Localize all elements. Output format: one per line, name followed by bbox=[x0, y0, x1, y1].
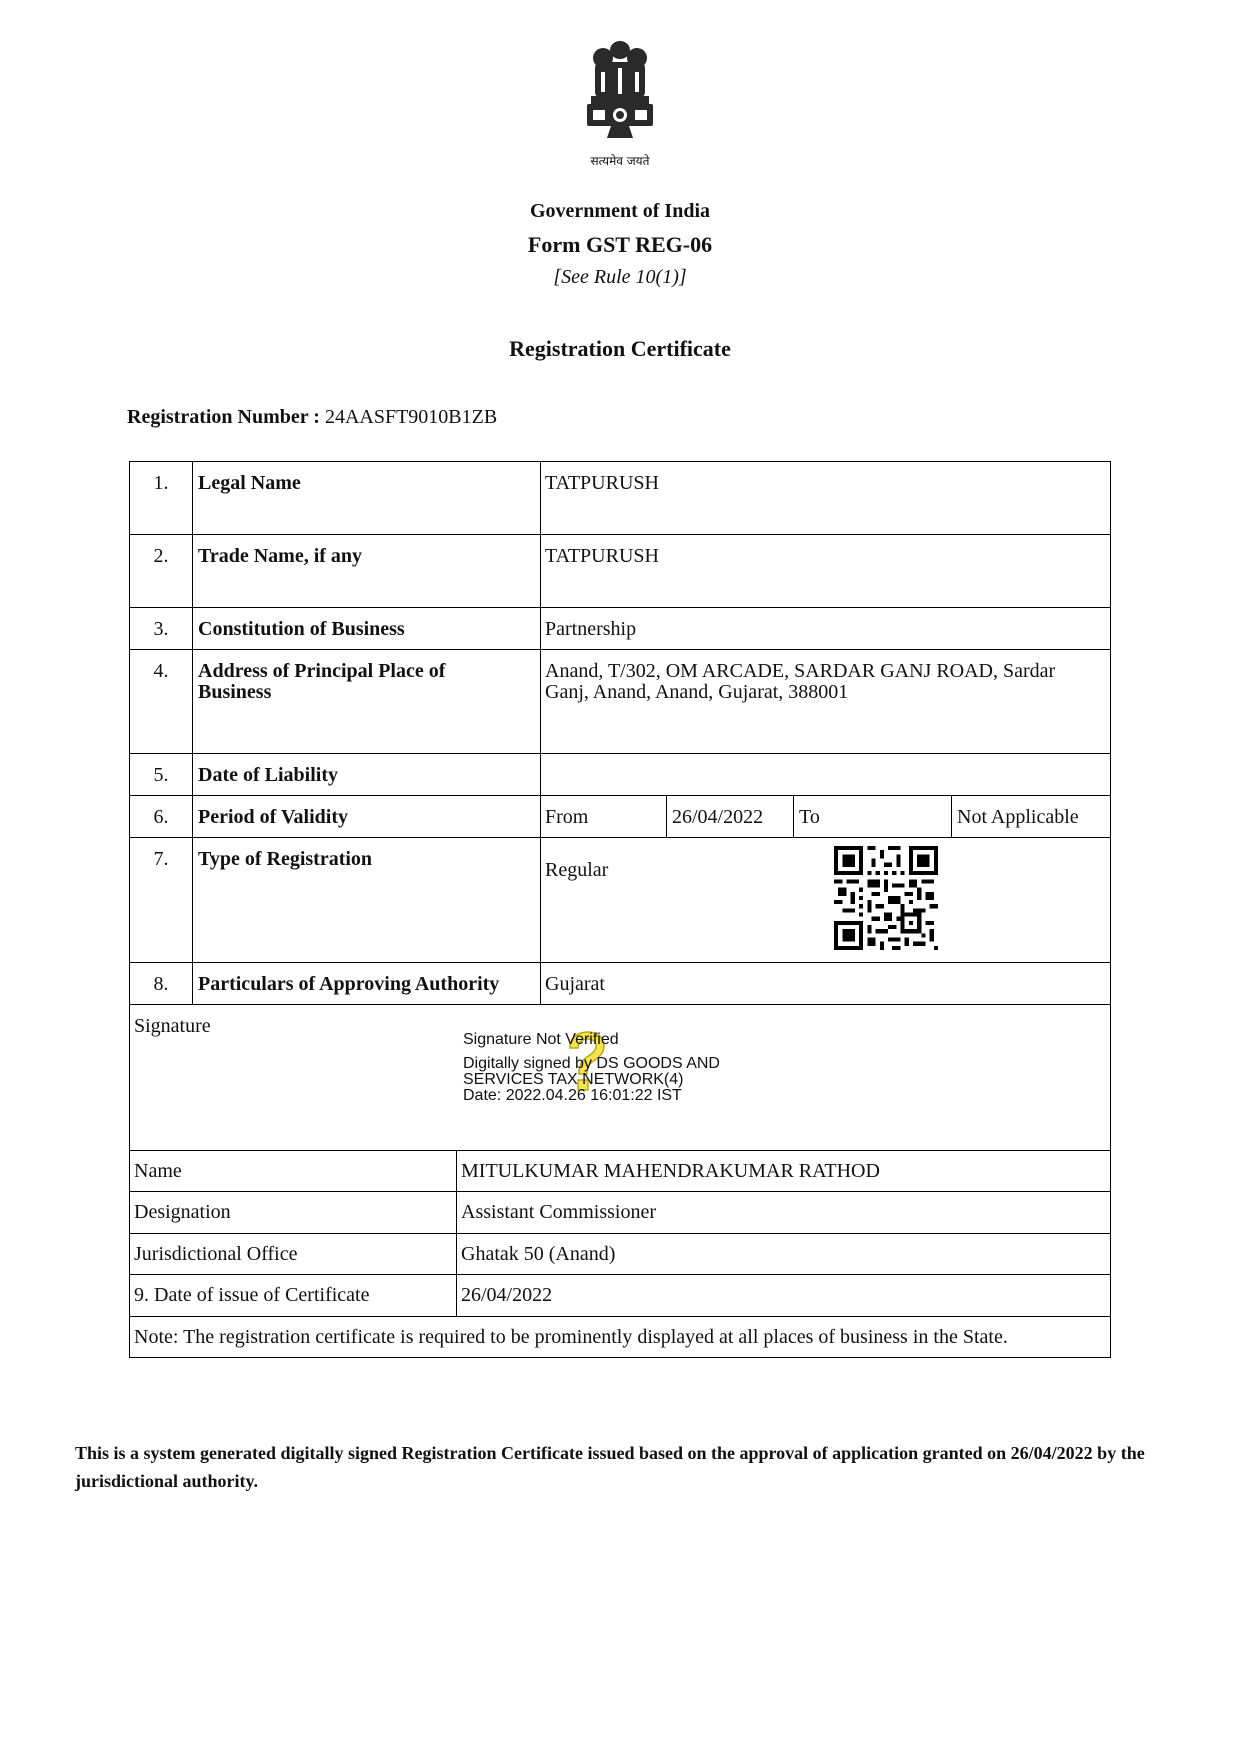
government-heading: Government of India bbox=[530, 200, 710, 222]
row-number: 7. bbox=[153, 848, 169, 870]
jurisdictional-office-value: Ghatak 50 (Anand) bbox=[461, 1243, 616, 1265]
registration-number-label: Registration Number : bbox=[127, 406, 320, 428]
qr-code bbox=[834, 846, 938, 950]
registration-type-value: Regular bbox=[545, 859, 609, 881]
row-number: 1. bbox=[153, 472, 169, 494]
constitution-value: Partnership bbox=[545, 618, 637, 640]
row-number: 4. bbox=[153, 660, 169, 682]
trade-name-value: TATPURUSH bbox=[545, 545, 659, 567]
footer-statement: This is a system generated digitally signed Registration Certificate issued based on the approval of application granted on 26/04/2022 by the jurisdictional authority. bbox=[75, 1443, 1145, 1491]
signature-status: Signature Not Verified bbox=[463, 1031, 619, 1048]
validity-to-label: To bbox=[799, 806, 820, 828]
validity-label: Period of Validity bbox=[198, 806, 349, 828]
validity-to-value: Not Applicable bbox=[957, 806, 1079, 828]
officer-name-label: Name bbox=[134, 1160, 182, 1182]
digital-signature-block bbox=[463, 1032, 720, 1104]
signature-date: Date: 2022.04.26 16:01:22 IST bbox=[463, 1087, 682, 1104]
lion-capital-icon bbox=[581, 38, 659, 138]
trade-name-label: Trade Name, if any bbox=[198, 545, 363, 567]
date-of-liability-label: Date of Liability bbox=[198, 764, 338, 786]
legal-name-value: TATPURUSH bbox=[545, 472, 659, 494]
display-note: Note: The registration certificate is required to be prominently displayed at all places of business in the State. bbox=[134, 1326, 1008, 1348]
validity-from-label: From bbox=[545, 806, 589, 828]
validity-from-value: 26/04/2022 bbox=[672, 806, 764, 828]
address-value: Anand, T/302, OM ARCADE, SARDAR GANJ ROAD, Sardar bbox=[545, 660, 1056, 682]
form-title: Form GST REG-06 bbox=[527, 232, 713, 257]
address-value-continued: Ganj, Anand, Anand, Gujarat, 388001 bbox=[545, 681, 849, 703]
emblem-motto: सत्यमेव जयते bbox=[590, 154, 650, 168]
designation-label: Designation bbox=[134, 1201, 231, 1223]
address-label: Address of Principal Place of bbox=[198, 660, 446, 682]
signature-signer-line2: SERVICES TAX NETWORK(4) bbox=[463, 1071, 684, 1088]
officer-name-value: MITULKUMAR MAHENDRAKUMAR RATHOD bbox=[461, 1160, 880, 1182]
legal-name-label: Legal Name bbox=[198, 472, 301, 494]
row-number: 8. bbox=[153, 973, 169, 995]
row-number: 6. bbox=[153, 806, 169, 828]
row-number: 5. bbox=[153, 764, 169, 786]
national-emblem bbox=[581, 38, 659, 168]
approving-authority-label: Particulars of Approving Authority bbox=[198, 973, 500, 995]
registration-type-label: Type of Registration bbox=[198, 848, 373, 870]
address-label-continued: Business bbox=[198, 681, 272, 703]
signature-label: Signature bbox=[134, 1015, 211, 1037]
row-number: 2. bbox=[153, 545, 169, 567]
issue-date-label: 9. Date of issue of Certificate bbox=[134, 1284, 370, 1306]
jurisdictional-office-label: Jurisdictional Office bbox=[134, 1243, 298, 1265]
issue-date-value: 26/04/2022 bbox=[461, 1284, 553, 1306]
qr-code-icon bbox=[834, 846, 938, 950]
certificate-title: Registration Certificate bbox=[509, 336, 731, 361]
constitution-label: Constitution of Business bbox=[198, 618, 405, 640]
registration-number-value: 24AASFT9010B1ZB bbox=[324, 406, 498, 428]
approving-authority-value: Gujarat bbox=[545, 973, 605, 995]
registration-number bbox=[127, 406, 497, 429]
signature-signer-line1: Digitally signed by DS GOODS AND bbox=[463, 1055, 720, 1072]
rule-reference: [See Rule 10(1)] bbox=[553, 266, 687, 288]
row-number: 3. bbox=[153, 618, 169, 640]
details-table bbox=[129, 461, 1111, 1358]
designation-value: Assistant Commissioner bbox=[461, 1201, 657, 1223]
